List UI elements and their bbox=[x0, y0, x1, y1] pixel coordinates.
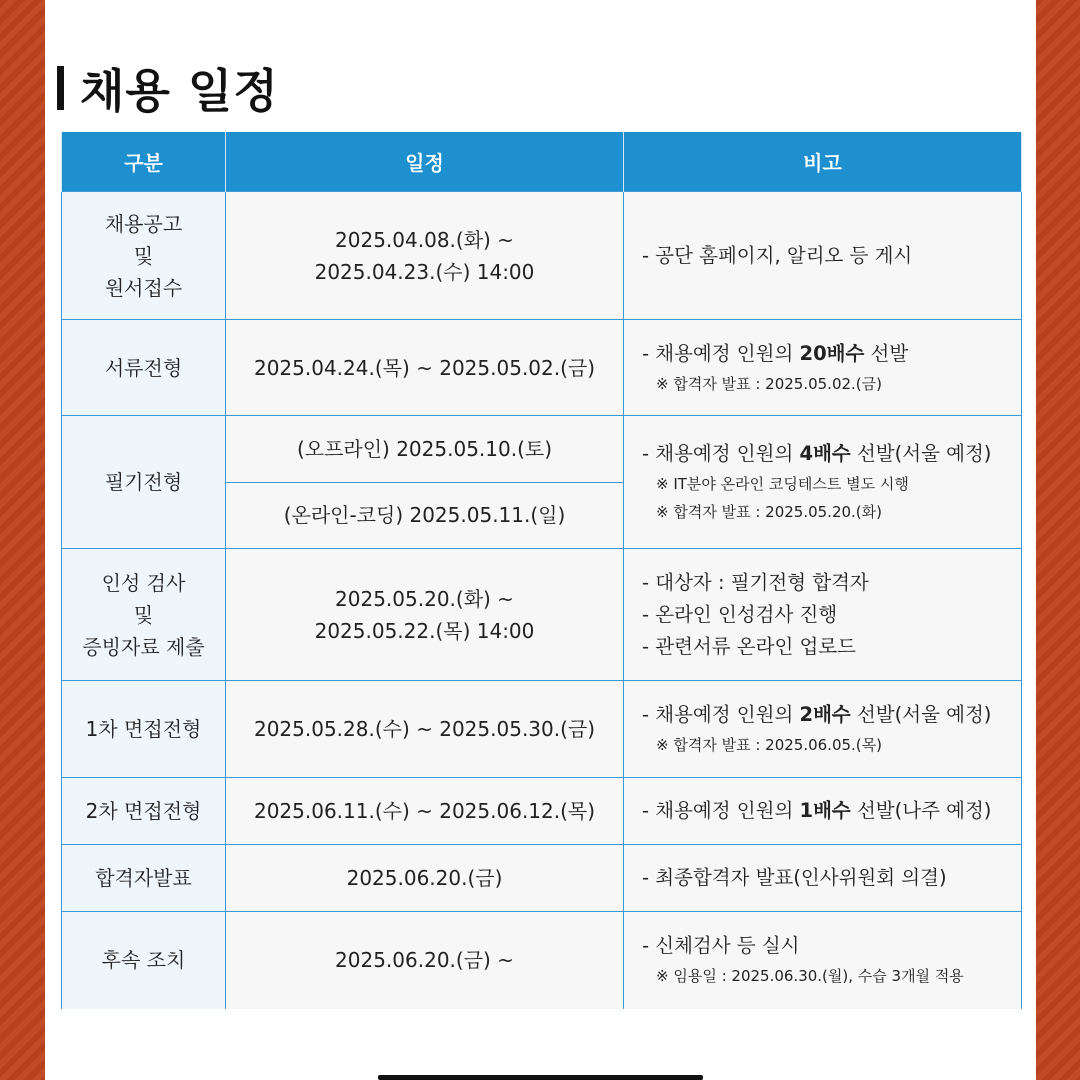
remarks-cell bbox=[624, 681, 1022, 778]
remark-line: - 대상자 : 필기전형 합격자 bbox=[642, 570, 869, 594]
remark-subnote: ※ IT분야 온라인 코딩테스트 별도 시행 bbox=[656, 475, 909, 493]
category-line: 합격자발표 bbox=[95, 866, 192, 890]
date-line: 2025.06.20.(금) bbox=[346, 866, 503, 890]
remark-subnote: ※ 합격자 발표 : 2025.06.05.(목) bbox=[656, 736, 882, 754]
remark-line: - 최종합격자 발표(인사위원회 의결) bbox=[642, 866, 947, 889]
category-line: 필기전형 bbox=[104, 470, 183, 494]
date-cell bbox=[226, 482, 624, 549]
table-row bbox=[62, 845, 1022, 912]
remark-line bbox=[642, 795, 1013, 827]
table-row bbox=[62, 912, 1022, 1009]
table-row bbox=[62, 681, 1022, 778]
category-cell bbox=[62, 192, 226, 320]
category-line: 1차 면접전형 bbox=[85, 717, 202, 741]
remark-text: 선발(나주 예정) bbox=[850, 799, 992, 822]
page-title: 채용 일정 bbox=[80, 64, 279, 118]
heading-accent-bar bbox=[57, 66, 64, 110]
remark-highlight: 1배수 bbox=[799, 799, 851, 822]
category-line: 증빙자료 제출 bbox=[82, 634, 205, 659]
remark-line: - 온라인 인성검사 진행 bbox=[642, 602, 838, 626]
remark-subnote: ※ 합격자 발표 : 2025.05.02.(금) bbox=[656, 374, 882, 393]
category-line: 2차 면접전형 bbox=[85, 799, 202, 823]
table-row bbox=[62, 320, 1022, 416]
date-line: 2025.05.28.(수) ~ 2025.05.30.(금) bbox=[253, 717, 596, 741]
remark-highlight: 2배수 bbox=[799, 703, 851, 726]
remark-text: - 채용예정 인원의 bbox=[642, 703, 800, 726]
date-line: 2025.06.11.(수) ~ 2025.06.12.(목) bbox=[253, 799, 596, 823]
date-cell bbox=[226, 681, 624, 778]
category-line: 및 bbox=[133, 243, 154, 268]
category-line: 및 bbox=[133, 602, 154, 627]
remark-line bbox=[642, 438, 1013, 470]
remark-line: - 신체검사 등 실시 bbox=[642, 934, 800, 958]
remark-text: 선발 bbox=[864, 341, 909, 365]
date-cell bbox=[226, 416, 624, 483]
date-line: 2025.04.08.(화) ~ bbox=[335, 227, 514, 252]
table-body bbox=[62, 192, 1022, 1009]
date-cell bbox=[226, 845, 624, 912]
content-card bbox=[45, 0, 1036, 1080]
header-schedule: 일정 bbox=[226, 132, 624, 192]
schedule-table bbox=[61, 132, 1022, 1009]
remark-text: - 채용예정 인원의 bbox=[642, 442, 800, 465]
remark-subnote: ※ 합격자 발표 : 2025.05.20.(화) bbox=[656, 503, 882, 521]
category-line: 원서접수 bbox=[104, 275, 183, 300]
remark-line: - 공단 홈페이지, 알리오 등 게시 bbox=[642, 243, 913, 267]
remark-text: - 채용예정 인원의 bbox=[642, 799, 800, 822]
category-cell bbox=[62, 549, 226, 681]
remark-line: - 관련서류 온라인 업로드 bbox=[642, 634, 857, 658]
remark-line bbox=[642, 338, 1013, 370]
category-cell bbox=[62, 912, 226, 1009]
category-cell bbox=[62, 681, 226, 778]
remarks-cell bbox=[624, 549, 1022, 681]
category-line: 채용공고 bbox=[104, 211, 183, 236]
table-header-row bbox=[62, 132, 1022, 192]
date-line: (오프라인) 2025.05.10.(토) bbox=[296, 436, 553, 461]
header-remarks: 비고 bbox=[624, 132, 1022, 192]
remark-text: 선발(서울 예정) bbox=[850, 442, 992, 465]
remark-line bbox=[642, 699, 1013, 731]
date-line: (온라인-코딩) 2025.05.11.(일) bbox=[283, 503, 566, 528]
remark-text: 선발(서울 예정) bbox=[850, 703, 992, 726]
date-cell bbox=[226, 778, 624, 845]
remarks-cell bbox=[624, 912, 1022, 1009]
header-category: 구분 bbox=[62, 132, 226, 192]
category-cell bbox=[62, 845, 226, 912]
remarks-cell bbox=[624, 192, 1022, 320]
category-line: 서류전형 bbox=[104, 355, 183, 380]
category-cell bbox=[62, 416, 226, 549]
table-row bbox=[62, 549, 1022, 681]
remarks-cell bbox=[624, 845, 1022, 912]
date-line: 2025.05.20.(화) ~ bbox=[335, 586, 514, 611]
date-line: 2025.06.20.(금) ~ bbox=[335, 948, 514, 973]
remark-highlight: 4배수 bbox=[799, 442, 851, 465]
table-row bbox=[62, 416, 1022, 483]
remark-subnote: ※ 임용일 : 2025.06.30.(월), 수습 3개월 적용 bbox=[656, 967, 964, 986]
category-line: 후속 조치 bbox=[101, 948, 186, 973]
remark-text: - 채용예정 인원의 bbox=[642, 341, 800, 365]
home-indicator bbox=[378, 1075, 703, 1080]
remarks-cell bbox=[624, 416, 1022, 549]
section-heading bbox=[57, 58, 279, 118]
category-cell bbox=[62, 778, 226, 845]
category-cell bbox=[62, 320, 226, 416]
category-line: 인성 검사 bbox=[101, 570, 186, 595]
remark-highlight: 20배수 bbox=[799, 341, 865, 365]
date-cell bbox=[226, 549, 624, 681]
date-line: 2025.04.23.(수) 14:00 bbox=[314, 259, 535, 284]
date-line: 2025.05.22.(목) 14:00 bbox=[314, 618, 535, 643]
table-row bbox=[62, 778, 1022, 845]
date-cell bbox=[226, 192, 624, 320]
remarks-cell bbox=[624, 320, 1022, 416]
date-cell bbox=[226, 320, 624, 416]
date-line: 2025.04.24.(목) ~ 2025.05.02.(금) bbox=[253, 355, 596, 380]
date-cell bbox=[226, 912, 624, 1009]
remarks-cell bbox=[624, 778, 1022, 845]
table-row bbox=[62, 192, 1022, 320]
